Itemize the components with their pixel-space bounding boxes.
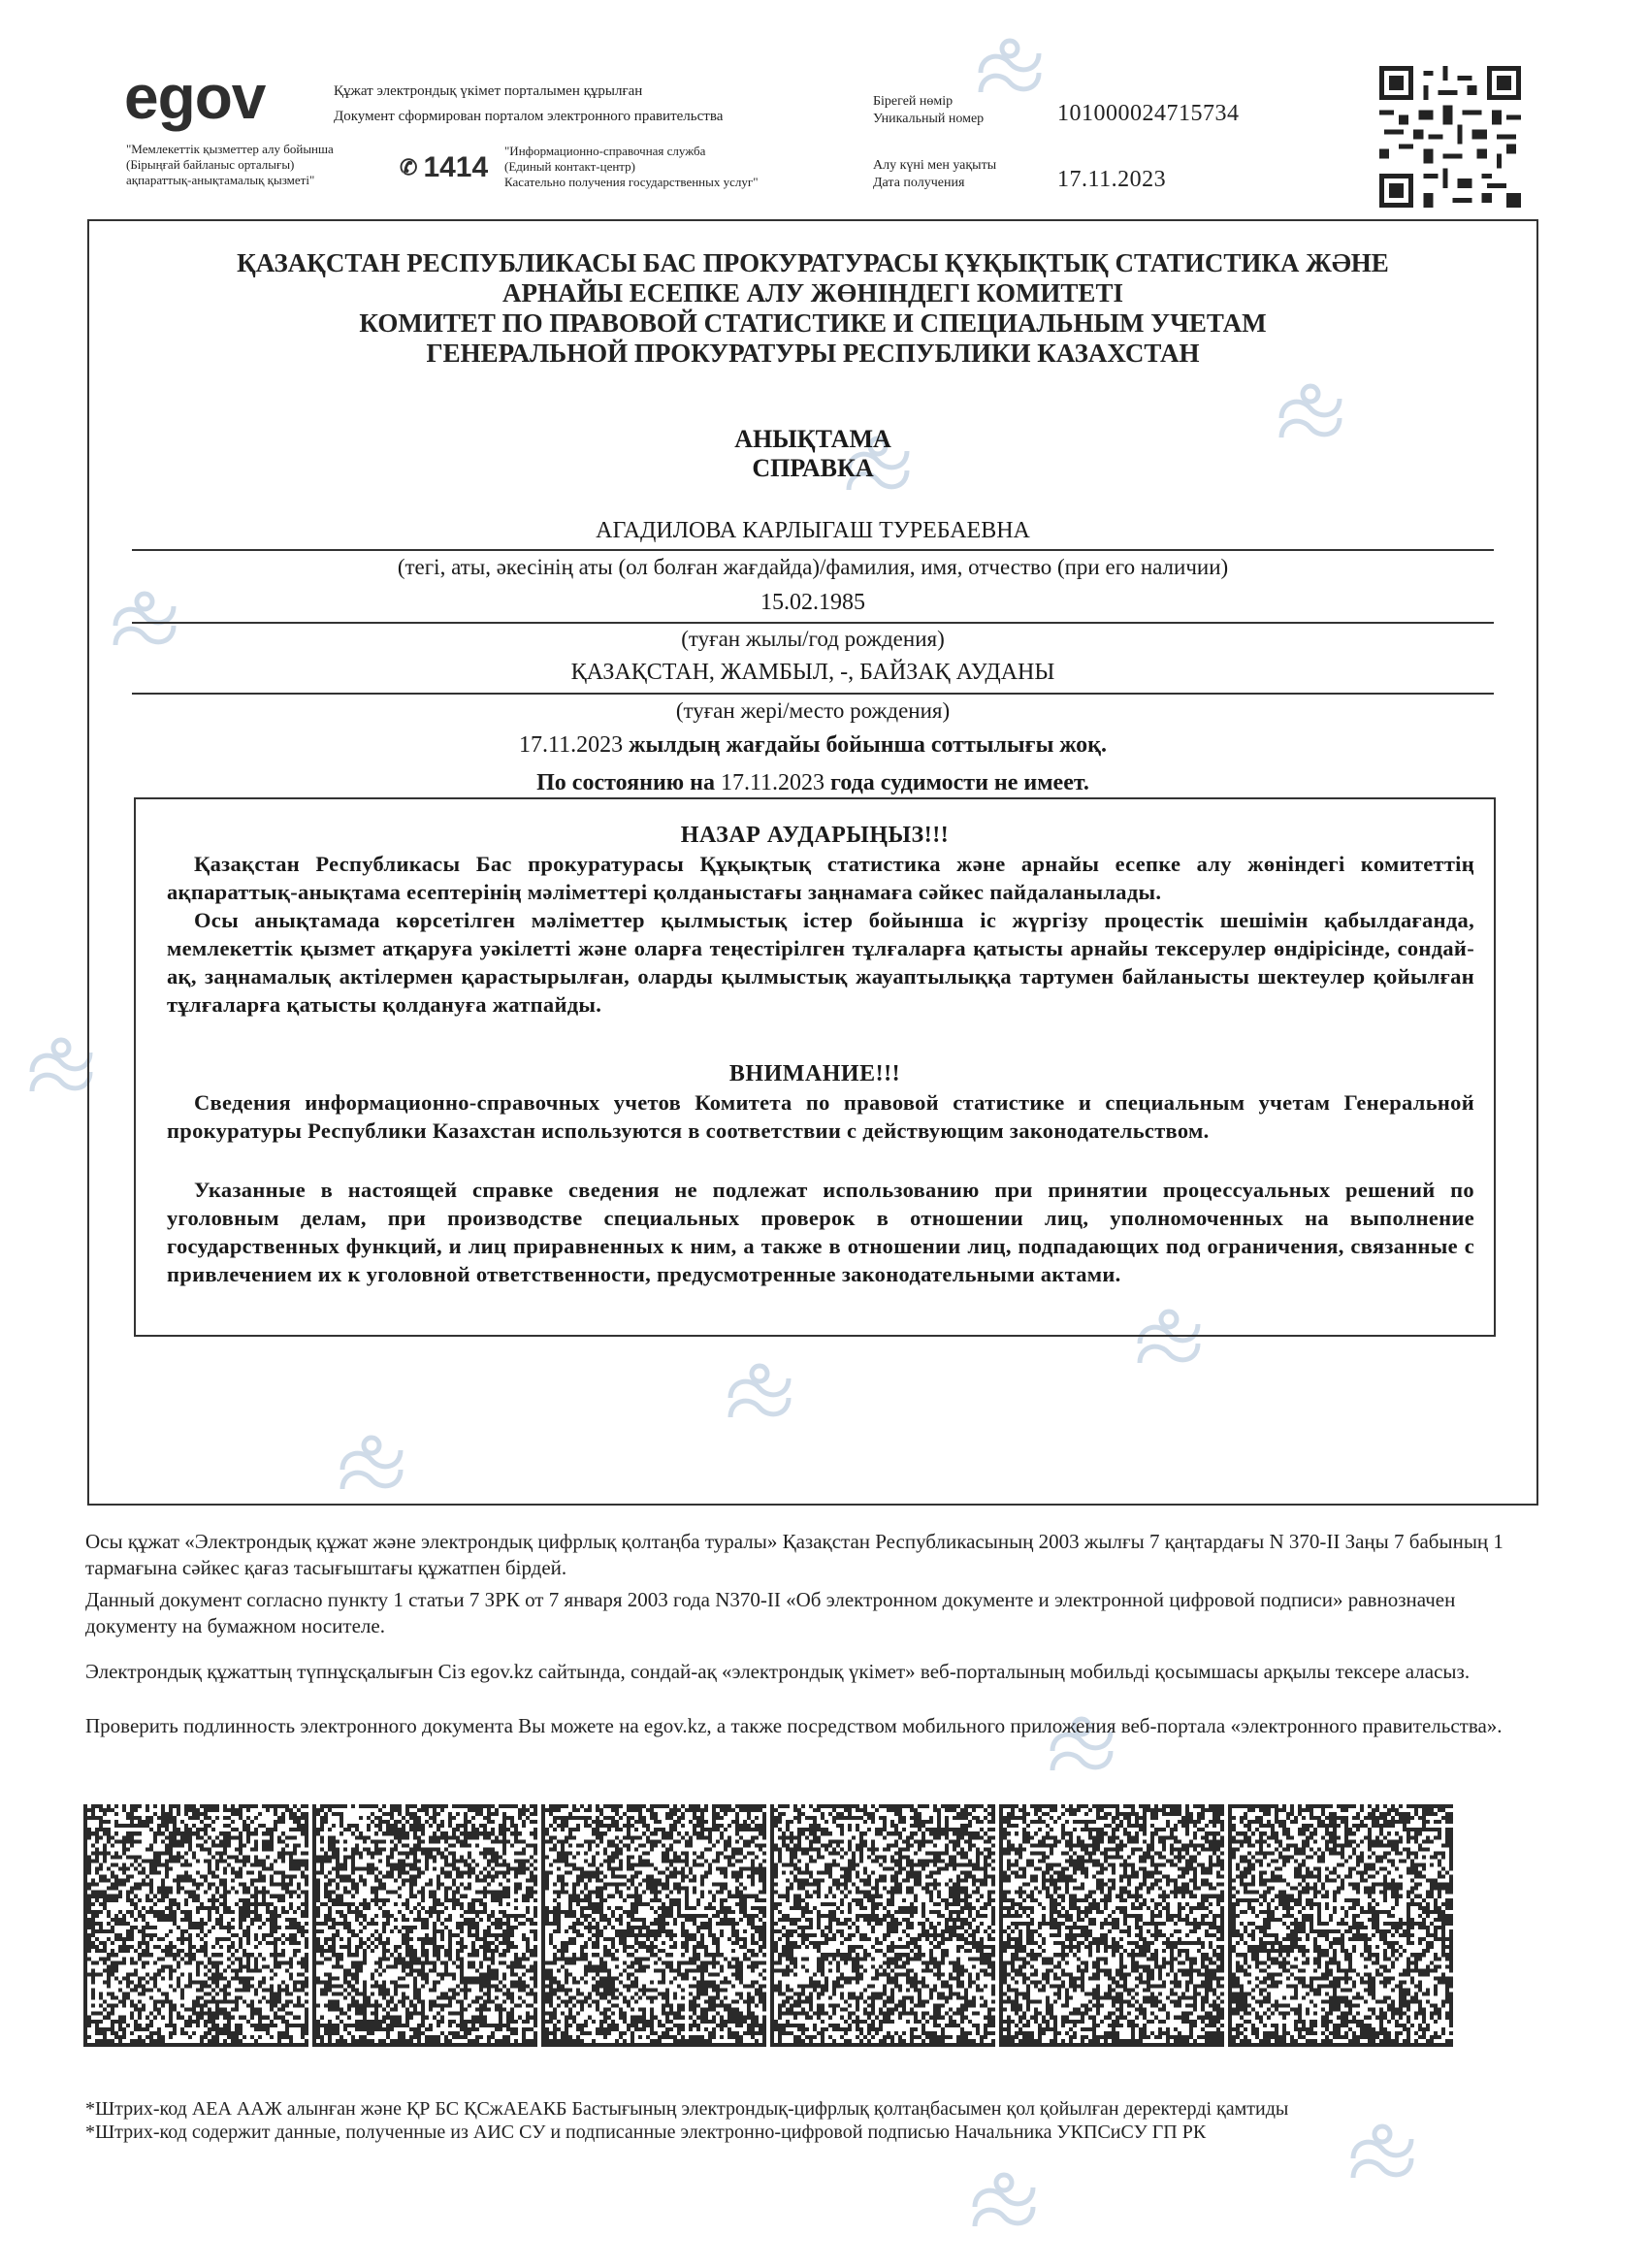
contact-phone [400,151,488,184]
datamatrix-barcode-3 [541,1804,766,2047]
egov-logo [124,62,266,132]
egov-logo-text: egov [124,62,266,132]
org-name-ru-1: КОМИТЕТ ПО ПРАВОВОЙ СТАТИСТИКЕ И СПЕЦИАЛЬНЫМ УЧЕТАМ [359,308,1267,338]
phone-icon: ✆ [400,155,418,179]
conviction-status-kz [132,730,1494,760]
org-name-kz-1: ҚАЗАҚСТАН РЕСПУБЛИКАСЫ БАС ПРОКУРАТУРАСЫ ҚҰҚЫҚТЫҚ СТАТИСТИКА ЖӘНЕ [237,248,1389,277]
datamatrix-barcode-1 [83,1804,308,2047]
org-name-kz-2: АРНАЙЫ ЕСЕПКЕ АЛУ ЖӨНІНДЕГІ КОМИТЕТІ [502,278,1123,308]
notice-kz-paragraph-1: Қазақстан Республикасы Бас прокуратурасы Құқықтық статистика және арнайы есепке алу жөніндегі комитеттің ақпараттық-анықтама есептерінің мәліметтері қолданыстағы заңнамаға сәйкес пайдаланылады. [167,852,1474,904]
conviction-status-ru [132,768,1494,797]
birth-place-caption: (туған жері/место рождения) [675,698,951,723]
full-name: АГАДИЛОВА КАРЛЫГАШ ТУРЕБАЕВНА [596,518,1030,543]
status-ru-date: 17.11.2023 [720,770,825,795]
service-caption: "Информационно-справочная служба (Единый контакт-центр) Касательно получения государственных услуг" [504,144,759,189]
full-name-caption: (тегі, аты, әкесінің аты (ол болған жағдайда)/фамилия, имя, отчество (при его наличии) [397,555,1229,579]
birth-date-caption: (туған жылы/год рождения) [681,627,945,651]
unique-number: 101000024715734 [1057,101,1240,126]
receive-date-label: Алу күні мен уақыты Дата получения [873,158,997,190]
watermark-ornament-icon [960,2163,1048,2251]
verify-note-ru: Проверить подлинность электронного документа Вы можете на egov.kz, а также посредством мобильного приложения веб-портала «электронного правительства». [85,1714,1503,1737]
barcode-note-kz: *Штрих-код АЕА ААЖ алынған және ҚР БС ҚСжАЕАКБ Бастығының электрондық-цифрлық қолтаңбасымен қол қойылған деректерді қамтиды [85,2098,1289,2120]
doc-title-ru: СПРАВКА [752,454,874,482]
notice-ru-paragraph-2: Указанные в настоящей справке сведения не подлежат использованию при принятии процессуальных решений по уголовным делам, при производстве специальных проверок в отношении лиц, уполномоченных на выполнение государственных функций, и лиц приравненных к ним, а также в отношении лиц, подпадающих под ограничения, связанные с привлечением их к уголовной ответственности, предусмотренные законодательными актами. [167,1178,1474,1286]
qr-code [1379,66,1521,208]
unique-number-label: Бірегей нөмір Уникальный номер [873,94,985,126]
birth-place: ҚАЗАҚСТАН, ЖАМБЫЛ, -, БАЙЗАҚ АУДАНЫ [570,660,1055,685]
notice-ru-paragraph-1: Сведения информационно-справочных учетов Комитета по правовой статистике и специальным учетам Генеральной прокуратуры Республики Казахстан используются в соответствии с действующим законодательством. [167,1090,1474,1143]
status-ru-pre: По состоянию на [536,770,721,795]
status-ru-post: года судимости не имеет. [824,770,1089,795]
contact-center-caption: "Мемлекеттік қызметтер алу бойынша (Бірыңғай байланыс орталығы) ақпараттық-анықтамалық қызметі" [126,142,334,187]
legal-note-kz: Осы құжат «Электрондық құжат және электрондық цифрлық қолтаңба туралы» Қазақстан Республикасының 2003 жылғы 7 қаңтардағы N 370-II Заңы 7 бабының 1 тармағына сәйкес қағаз тасығыштағы құжатпен бірдей. [85,1530,1504,1579]
portal-notice-ru: Документ сформирован порталом электронного правительства [334,109,724,124]
status-kz-text: жылдың жағдайы бойынша соттылығы жоқ. [623,732,1107,758]
notice-heading-kz: НАЗАР АУДАРЫҢЫЗ!!! [680,823,950,848]
notice-kz-paragraph-2: Осы анықтамада көрсетілген мәліметтер қылмыстық істер бойынша іс жүргізу процестік шешімін қабылдағанда, мемлекеттік қызмет атқаруға уәкілетті және оларға теңестірілген тұлғаларға қатысты арнайы тексерулер өндірісінде, сондай-ақ, заңнамалық актілермен қарастырылған, оларды қылмыстық жауаптылыққа тартумен байланысты шектеулер қойылған тұлғаларға қатысты қолдануға жатпайды. [167,908,1474,1017]
datamatrix-barcode-4 [770,1804,995,2047]
notice-heading-ru: ВНИМАНИЕ!!! [728,1061,901,1086]
portal-notice-kz: Құжат электрондық үкімет порталымен құрылған [334,83,643,99]
barcode-note-ru: *Штрих-код содержит данные, полученные из АИС СУ и подписанные электронно-цифровой подписью Начальника УКПСиСУ ГП РК [85,2122,1207,2143]
birth-place-underline [132,693,1494,695]
phone-number: 1414 [423,151,489,183]
datamatrix-barcode-5 [999,1804,1224,2047]
birth-date: 15.02.1985 [760,590,865,615]
receive-date: 17.11.2023 [1057,167,1167,192]
status-kz-date: 17.11.2023 [519,732,624,758]
legal-note-ru: Данный документ согласно пункту 1 статьи 7 ЗРК от 7 января 2003 года N370-II «Об электронном документе и электронной цифровой подписи» равнозначен документу на бумажном носителе. [85,1588,1456,1637]
datamatrix-barcode-6 [1228,1804,1453,2047]
doc-title-kz: АНЫҚТАМА [734,425,891,453]
verify-note-kz: Электрондық құжаттың түпнұсқалығын Сіз egov.kz сайтында, сондай-ақ «электрондық үкімет» веб-порталының мобильді қосымшасы арқылы тексере аласыз. [85,1660,1471,1683]
full-name-underline [132,549,1494,551]
datamatrix-barcode-2 [312,1804,537,2047]
org-name-ru-2: ГЕНЕРАЛЬНОЙ ПРОКУРАТУРЫ РЕСПУБЛИКИ КАЗАХСТАН [426,339,1200,368]
birth-date-underline [132,622,1494,624]
